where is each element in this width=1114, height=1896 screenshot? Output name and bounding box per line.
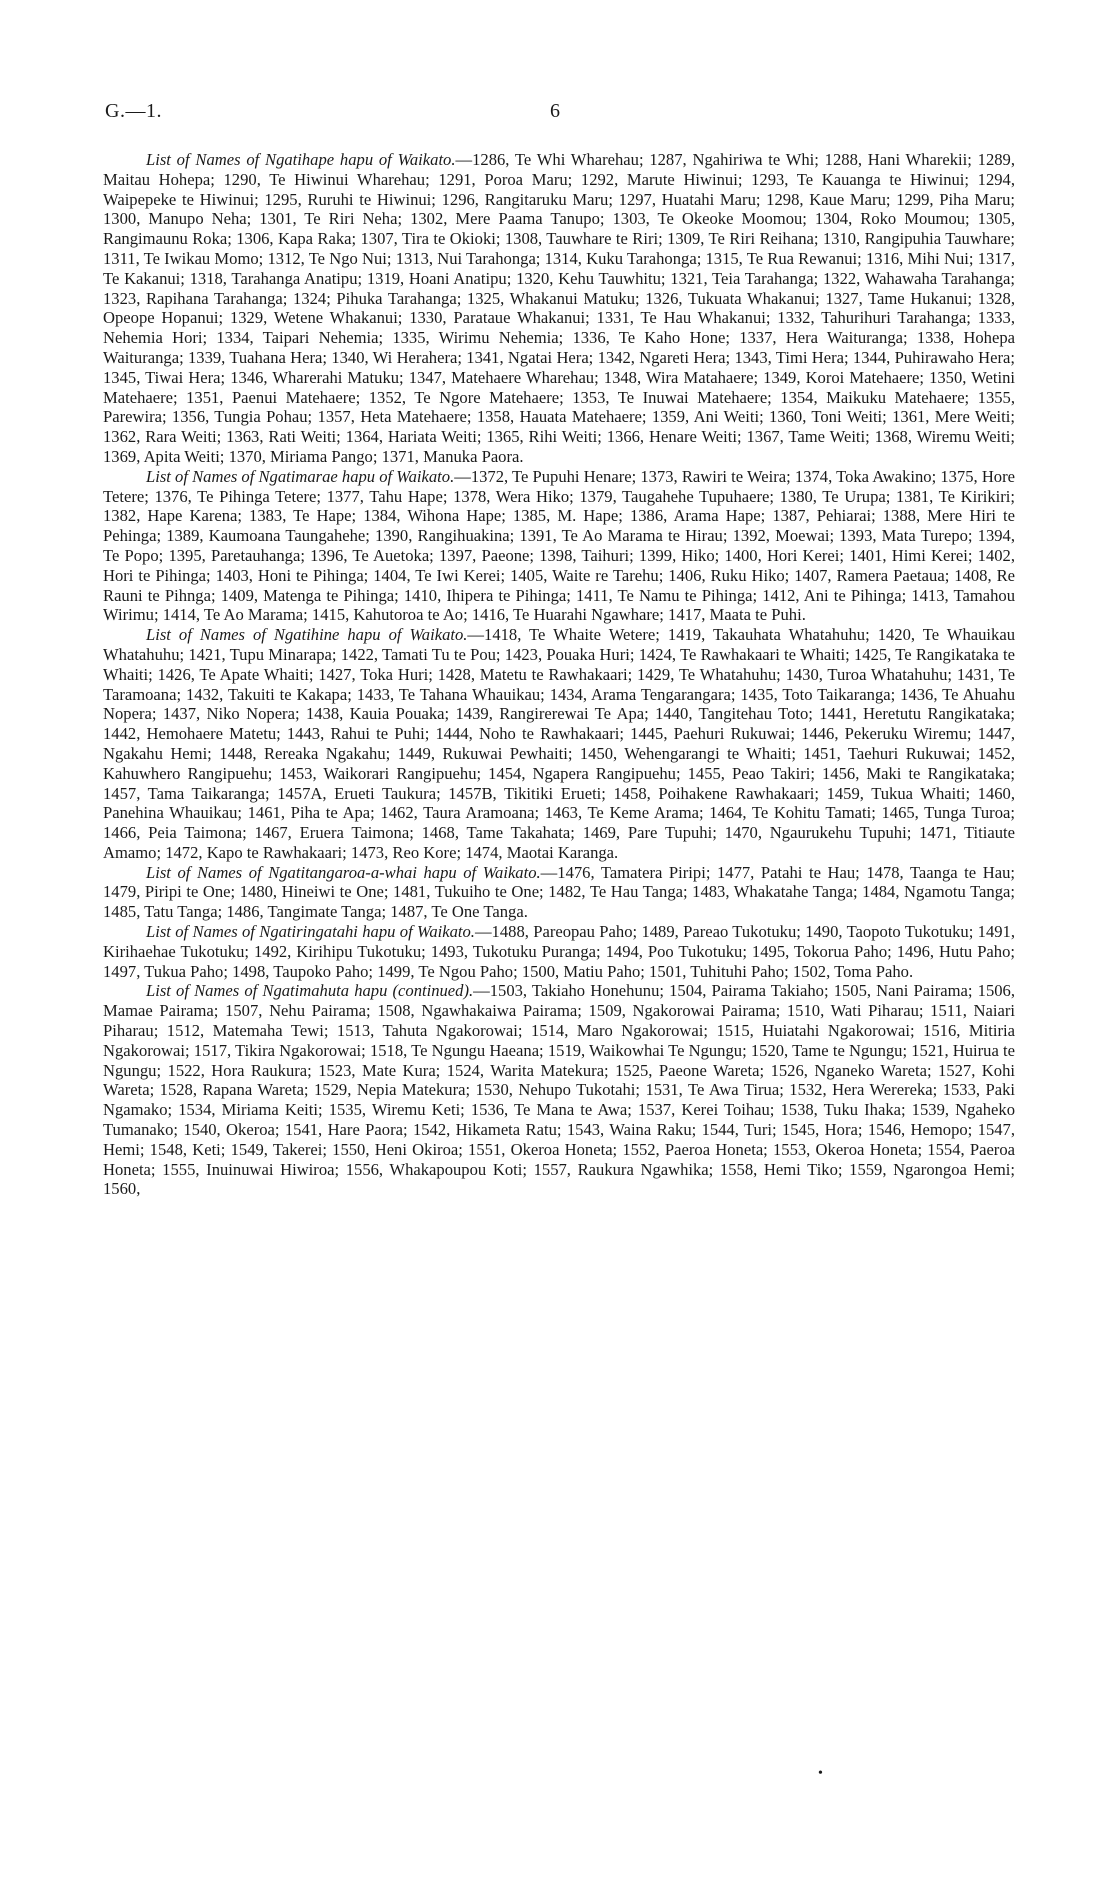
section-title: List of Names of Ngatihape hapu of Waikato. — [146, 150, 456, 169]
page-header — [0, 100, 1114, 130]
section-ngatimahuta — [103, 981, 1015, 1199]
section-title: List of Names of Ngatimahuta hapu (continued). — [146, 981, 474, 1001]
section-body: —1476, Tamatera Piripi; 1477, Patahi te Hau; 1478, Taanga te Hau; 1479, Piripi te One; 1480, Hineiwi te One; 1481, Tukuiho te One; 1482, Te Hau Tanga; 1483, Whakatahe Tanga; 1484, Ngamotu Tanga; 1485, Tatu Tanga; 1486, Tangimate Tanga; 1487, Te One Tanga. — [103, 862, 1015, 922]
document-reference: G.—1. — [105, 100, 162, 122]
section-title: List of Names of Ngatihine hapu of Waikato. — [146, 625, 468, 645]
section-ngatiringatahi — [103, 922, 1015, 981]
section-ngatimarae — [103, 467, 1015, 625]
ink-speck-mark: • — [818, 1766, 823, 1781]
section-title: List of Names of Ngatitangaroa-a-whai hapu of Waikato. — [146, 862, 541, 882]
page-number: 6 — [550, 100, 560, 122]
section-body: —1488, Pareopau Paho; 1489, Pareao Tukotuku; 1490, Taopoto Tukotuku; 1491, Kirihaehae Tukotuku; 1492, Kirihipu Tukotuku; 1493, Tukotuku Puranga; 1494, Poo Tukotuku; 1495, Tokorua Paho; 1496, Hutu Paho; 1497, Tukua Paho; 1498, Taupoko Paho; 1499, Te Ngou Paho; 1500, Matiu Paho; 1501, Tuhituhi Paho; 1502, Toma Paho. — [103, 922, 1015, 981]
document-body — [103, 150, 1015, 1199]
section-ngatihape — [103, 150, 1015, 467]
section-body: —1286, Te Whi Wharehau; 1287, Ngahiriwa te Whi; 1288, Hani Wharekii; 1289, Maitau Hohepa; 1290, Te Hiwinui Wharehau; 1291, Poroa Maru; 1292, Marute Hiwinui; 1293, Te Kauanga te Hiwinui; 1294, Waipepeke te Hiwinui; 1295, Ruruhi te Hiwinui; 1296, Rangitaruku Maru; 1297, Huatahi Maru; 1298, Kaue Maru; 1299, Piha Maru; 1300, Manupo Neha; 1301, Te Riri Neha; 1302, Mere Paama Tanupo; 1303, Te Okeoke Moomou; 1304, Roko Moumou; 1305, Rangimaunu Roka; 1306, Kapa Raka; 1307, Tira te Okioki; 1308, Tauwhare te Riri; 1309, Te Riri Reihana; 1310, Rangipuhia Tauwhare; 1311, Te Iwikau Momo; 1312, Te Ngo Nui; 1313, Nui Tarahonga; 1314, Kuku Tarahonga; 1315, Te Rua Rewanui; 1316, Mihi Nui; 1317, Te Kakanui; 1318, Tarahanga Anatipu; 1319, Hoani Anatipu; 1320, Kehu Tauwhitu; 1321, Teia Tarahanga; 1322, Wahawaha Tarahanga; 1323, Rapihana Tarahanga; 1324; Pihuka Tarahanga; 1325, Whakanui Matuku; 1326, Tukuata Whakanui; 1327, Tame Hukanui; 1328, Opeope Hopanui; 1329, Wetene Whakanui; 1330, Parataue Whakanui; 1331, Te Hau Whakanui; 1332, Tahurihuri Tarahanga; 1333, Nehemia Hori; 1334, Taipari Nehemia; 1335, Wirimu Nehemia; 1336, Te Kaho Hone; 1337, Hera Waituranga; 1338, Hohepa Waituranga; 1339, Tuahana Hera; 1340, Wi Herahera; 1341, Ngatai Hera; 1342, Ngareti Hera; 1343, Timi Hera; 1344, Puhirawaho Hera; 1345, Tiwai Hera; 1346, Wharerahi Matuku; 1347, Matehaere Wharehau; 1348, Wira Matahaere; 1349, Koroi Matehaere; 1350, Wetini Matehaere; 1351, Paenui Matehaere; 1352, Te Ngore Matehaere; 1353, Te Inuwai Matehaere; 1354, Maikuku Matehaere; 1355, Parewira; 1356, Tungia Pohau; 1357, Heta Matehaere; 1358, Hauata Matehaere; 1359, Ani Weiti; 1360, Toni Weiti; 1361, Mere Weiti; 1362, Rara Weiti; 1363, Rati Weiti; 1364, Hariata Weiti; 1365, Rihi Weiti; 1366, Henare Weiti; 1367, Tame Weiti; 1368, Wiremu Weiti; 1369, Apita Weiti; 1370, Miriama Pango; 1371, Manuka Paora. — [103, 150, 1015, 466]
section-body: —1372, Te Pupuhi Henare; 1373, Rawiri te Weira; 1374, Toka Awakino; 1375, Hore Tetere; 1376, Te Pihinga Tetere; 1377, Tahu Hape; 1378, Wera Hiko; 1379, Taugahehe Tupuhaere; 1380, Te Urupa; 1381, Te Kirikiri; 1382, Hape Karena; 1383, Te Hape; 1384, Wihona Hape; 1385, M. Hape; 1386, Arama Hape; 1387, Pehiarai; 1388, Mere Hiri te Pehinga; 1389, Kaumoana Taungahehe; 1390, Rangihuakina; 1391, Te Ao Marama te Hirau; 1392, Moewai; 1393, Mata Turepo; 1394, Te Popo; 1395, Paretauhanga; 1396, Te Auetoka; 1397, Paeone; 1398, Taihuri; 1399, Hiko; 1400, Hori Kerei; 1401, Himi Kerei; 1402, Hori te Pihinga; 1403, Honi te Pihinga; 1404, Te Iwi Kerei; 1405, Waite re Tarehu; 1406, Ruku Hiko; 1407, Ramera Paetaua; 1408, Re Rauni te Pihnga; 1409, Matenga te Pihinga; 1410, Ihipera te Pihinga; 1411, Te Namu te Pihinga; 1412, Ani te Pihinga; 1413, Tamahou Wirimu; 1414, Te Ao Marama; 1415, Kahutoroa te Ao; 1416, Te Huarahi Ngawhare; 1417, Maata te Puhi. — [103, 466, 1015, 625]
section-title: List of Names of Ngatimarae hapu of Waikato. — [146, 466, 455, 486]
section-body: —1503, Takiaho Honehunu; 1504, Pairama Takiaho; 1505, Nani Pairama; 1506, Mamae Pairama; 1507, Nehu Pairama; 1508, Ngawhakaiwa Pairama; 1509, Ngakorowai Pairama; 1510, Wati Piharau; 1511, Naiari Piharau; 1512, Matemaha Tewi; 1513, Tahuta Ngakorowai; 1514, Maro Ngakorowai; 1515, Huiatahi Ngakorowai; 1516, Mitiria Ngakorowai; 1517, Tikira Ngakorowai; 1518, Te Ngungu Haeana; 1519, Waikowhai Te Ngungu; 1520, Tame te Ngungu; 1521, Huirua te Ngungu; 1522, Hora Raukura; 1523, Mate Kura; 1524, Warita Matekura; 1525, Paeone Wareta; 1526, Nganeko Wareta; 1527, Kohi Wareta; 1528, Rapana Wareta; 1529, Nepia Matekura; 1530, Nehupo Tukotahi; 1531, Te Awa Tirua; 1532, Hera Werereka; 1533, Paki Ngamako; 1534, Miriama Keiti; 1535, Wiremu Keti; 1536, Te Mana te Awa; 1537, Kerei Toihau; 1538, Tuku Ihaka; 1539, Ngaheko Tumanako; 1540, Okeroa; 1541, Hare Paora; 1542, Hikameta Ratu; 1543, Waina Raku; 1544, Turi; 1545, Hora; 1546, Hemopo; 1547, Hemi; 1548, Keti; 1549, Takerei; 1550, Heni Okiroa; 1551, Okeroa Honeta; 1552, Paeroa Honeta; 1553, Okeroa Honeta; 1554, Paeroa Honeta; 1555, Inuinuwai Hiwiroa; 1556, Whakapoupou Koti; 1557, Raukura Ngawhika; 1558, Hemi Tiko; 1559, Ngarongoa Hemi; 1560, — [103, 981, 1015, 1199]
section-title: List of Names of Ngatiringatahi hapu of Waikato. — [146, 922, 475, 942]
section-ngatihine — [103, 625, 1015, 863]
section-body: —1418, Te Whaite Wetere; 1419, Takauhata Whatahuhu; 1420, Te Whauikau Whatahuhu; 1421, Tupu Minarapa; 1422, Tamati Tu te Pou; 1423, Pouaka Huri; 1424, Te Rawhakaari te Whaiti; 1425, Te Rangikataka te Whaiti; 1426, Te Apate Whaiti; 1427, Toka Huri; 1428, Matetu te Rawhakaari; 1429, Te Whatahuhu; 1430, Turoa Whatahuhu; 1431, Te Taramoana; 1432, Takuiti te Kakapa; 1433, Te Tahana Whauikau; 1434, Arama Tengarangara; 1435, Toto Taikaranga; 1436, Te Ahuahu Nopera; 1437, Niko Nopera; 1438, Kauia Pouaka; 1439, Rangirerewai Te Apa; 1440, Tangitehau Toto; 1441, Heretutu Rangikataka; 1442, Hemohaere Matetu; 1443, Rahui te Puhi; 1444, Noho te Rawhakaari; 1445, Paehuri Rukuwai; 1446, Pekeruku Wiremu; 1447, Ngakahu Hemi; 1448, Rereaka Ngakahu; 1449, Rukuwai Pewhaiti; 1450, Wehengarangi te Whaiti; 1451, Taehuri Rukuwai; 1452, Kahuwhero Rangipuehu; 1453, Waikorari Rangipuehu; 1454, Ngapera Rangipuehu; 1455, Peao Takiri; 1456, Maki te Rangikataka; 1457, Tama Taikaranga; 1457A, Erueti Taukura; 1457B, Tikitiki Erueti; 1458, Poihakene Rawhakaari; 1459, Tukua Whaiti; 1460, Panehina Whauikau; 1461, Piha te Apa; 1462, Taura Aramoana; 1463, Te Keme Arama; 1464, Te Kohitu Tamati; 1465, Tunga Turoa; 1466, Peia Taimona; 1467, Eruera Taimona; 1468, Tame Takahata; 1469, Pare Tupuhi; 1470, Ngaurukehu Tupuhi; 1471, Titiaute Amamo; 1472, Kapo te Rawhakaari; 1473, Reo Kore; 1474, Maotai Karanga. — [103, 625, 1015, 862]
section-ngatitangaroa — [103, 863, 1015, 922]
